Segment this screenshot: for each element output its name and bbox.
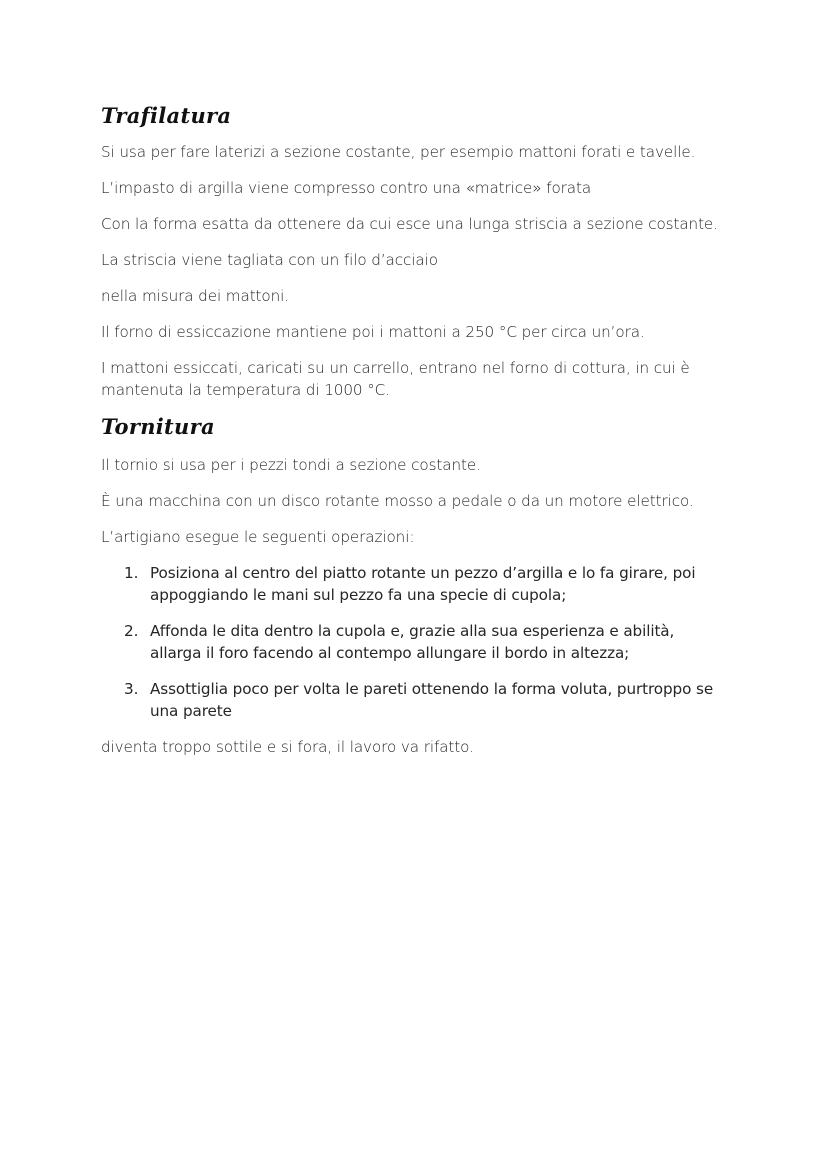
- paragraph: I mattoni essiccati, caricati su un carrello, entrano nel forno di cottura, in cui è mantenuta la temperatura di 1000 °C.: [101, 359, 690, 399]
- list-item-number: 2.: [124, 622, 139, 640]
- paragraph: Il tornio si usa per i pezzi tondi a sezione costante.: [101, 456, 481, 474]
- list-item-text: Affonda le dita dentro la cupola e, grazie alla sua esperienza e abilità,: [150, 622, 675, 640]
- list-item-number: 1.: [124, 564, 139, 582]
- list-item-text: appoggiando le mani sul pezzo fa una specie di cupola;: [150, 586, 567, 604]
- list-item-text: una parete: [150, 702, 232, 720]
- paragraph: L’artigiano esegue le seguenti operazioni:: [101, 528, 415, 546]
- paragraph: nella misura dei mattoni.: [101, 287, 289, 305]
- paragraph: La striscia viene tagliata con un filo d’acciaio: [101, 251, 438, 269]
- list-item-text: Posiziona al centro del piatto rotante un pezzo d’argilla e lo fa girare, poi: [150, 564, 696, 582]
- list-item: [101, 678, 732, 722]
- list-item-text: allarga il foro facendo al contempo allungare il bordo in altezza;: [150, 644, 630, 662]
- closing-paragraph: diventa troppo sottile e si fora, il lavoro va rifatto.: [101, 738, 474, 756]
- list-item: [101, 562, 732, 606]
- list-item: [101, 620, 732, 664]
- paragraph: È una macchina con un disco rotante mosso a pedale o da un motore elettrico.: [101, 492, 694, 510]
- heading-tornitura: Tornitura: [101, 414, 215, 439]
- paragraph: Si usa per fare laterizi a sezione costante, per esempio mattoni forati e tavelle.: [101, 143, 696, 161]
- paragraph: L’impasto di argilla viene compresso contro una «matrice» forata: [101, 179, 592, 197]
- list-item-number: 3.: [124, 680, 139, 698]
- heading-trafilatura: Trafilatura: [101, 103, 232, 128]
- list-item-text: Assottiglia poco per volta le pareti ottenendo la forma voluta, purtroppo se: [150, 680, 714, 698]
- operations-list: [101, 562, 732, 722]
- paragraph: Con la forma esatta da ottenere da cui esce una lunga striscia a sezione costante.: [101, 215, 718, 233]
- paragraph: Il forno di essiccazione mantiene poi i mattoni a 250 °C per circa un’ora.: [101, 323, 645, 341]
